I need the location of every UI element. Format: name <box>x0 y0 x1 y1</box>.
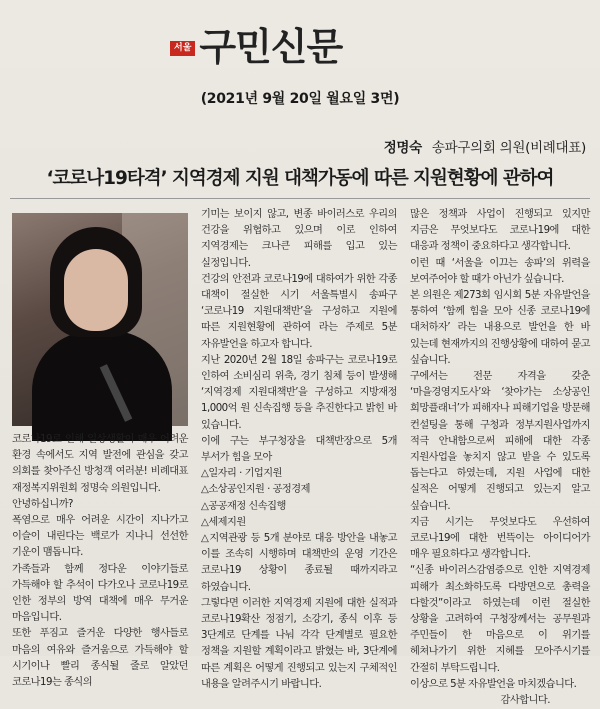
paragraph: 본 의원은 제273회 임시회 5분 자유발언을 통하여 ‘함께 힘을 모아 신종 코로나19에 대처하자’ 라는 내용으로 발언을 한 바 있는데 현재까지의 진행상황에 대하여 묻고 싶습니다. <box>410 290 590 366</box>
paragraph: 많은 정책과 사업이 진행되고 있지만 지금은 무엇보다도 코로나19에 대한 대응과 정책이 중요하다고 생각합니다. <box>410 209 590 253</box>
paragraph: 지난 2020년 2월 18일 송파구는 코로나19로 인하여 소비심리 위축, 경기 침체 등이 발생해 ‘지역경제 지원대책반’을 구성하고 지방재정 1,000억 원 신속집행 등을 추진한다고 밝힌 바 있습니다. <box>201 354 397 431</box>
author-role: 송파구의회 의원(비례대표) <box>431 140 586 156</box>
paragraph: 구에서는 전문 자격을 갖춘 ‘마을경영지도사’와 ‘찾아가는 소상공인 희망플래너’가 피해자나 피해기업을 방문해 컨설팅을 통해 구청과 정부지원사업까지 적극 안내함으로써 피해에 대한 각종 지원사업을 놓치지 않고 받을 수 있도록 돕는다고 하였는데, 지원 사업에 대한 실적은 어떻게 진행되고 있는지 알고 싶습니다. <box>410 371 590 512</box>
paragraph: 건강의 안전과 코로나19에 대하여가 위한 각종 대책이 절실한 시기 서울특별시 송파구 ‘코로나19 지원대책반’을 구성하고 지원에 따른 지원현황에 관하여 라는 주제로 5분 자유발언을 하고자 합니다. <box>201 273 397 350</box>
article-headline: ‘코로나19타격’ 지역경제 지원 대책가동에 따른 지원현황에 관하여 <box>46 168 554 189</box>
newspaper-logo: 구민신문 <box>199 23 343 69</box>
paragraph: 안녕하십니까? <box>12 498 73 510</box>
headline-divider <box>10 198 590 199</box>
author-name: 정명숙 <box>383 140 422 156</box>
publication-date: (2021년 9월 20일 월요일 3면) <box>200 91 400 107</box>
paragraph: 또한 푸짐고 즐거운 다양한 행사들로 마음의 여유와 즐거움으로 가득해야 할 시기이나 빨리 종식될 줄로 알았던 코로나19는 종식의 <box>12 628 188 689</box>
article-column-3 <box>410 207 590 707</box>
paragraph: 이에 구는 부구청장을 대책반장으로 5개 부서가 힘을 모아 <box>201 435 397 464</box>
list-item: △일자리 · 기업지원 <box>201 468 282 480</box>
author-photo <box>12 213 188 426</box>
list-item: △소상공인지원 · 공정경제 <box>201 484 310 496</box>
paragraph: 그렇다면 이러한 지역경제 지원에 대한 실적과 코로나19확산 정점기, 소강기, 종식 이후 등 3단계로 단계를 나눠 각각 단계별로 필요한 정책을 지원할 계획이라고 밝혔는 바, 3단계에 따른 계획은 어떻게 진행되고 있는지 구체적인 내용을 알려주시기 바랍니다. <box>201 597 397 690</box>
region-badge: 서울 <box>170 41 195 56</box>
closing-remark: 감사합니다. <box>500 695 550 707</box>
paragraph: 코로나19로 인해 일상생활이 매우 어려운 환경 속에서도 지역 발전에 관심을 갖고 의회를 찾아주신 방청객 여러분! 비례대표 재정복지위원회 정명숙 의원입니다. <box>12 434 188 494</box>
paragraph: 기미는 보이지 않고, 변종 바이러스로 우리의 건강을 위협하고 있으며 이로 인하여 지역경제는 크나큰 피해를 입고 있는 실정입니다. <box>201 209 397 269</box>
article-column-2 <box>201 207 397 690</box>
list-item: △세제지원 <box>201 516 246 528</box>
byline <box>384 136 586 156</box>
paragraph: 이상으로 5분 자유발언을 마치겠습니다. <box>410 678 577 690</box>
article-column-1 <box>12 432 188 689</box>
paragraph: 지금 시기는 무엇보다도 우선하여 코로나19에 대한 번뜩이는 아이디어가 매우 필요하다고 생각합니다. <box>410 516 590 561</box>
list-item: △지역관광 등 5개 분야로 대응 방안을 내놓고 이를 조속히 시행하며 대책반의 운영 기간은 코로나19 상황이 종료될 때까지라고 하였습니다. <box>201 533 397 593</box>
paragraph: 폭염으로 매우 어려운 시간이 지나가고 이슬이 내린다는 백로가 지나니 선선한 기운이 맴돕니다. <box>12 515 188 559</box>
paragraph: 가족들과 함께 정다운 이야기들로 가득해야 할 추석이 다가오나 코로나19로 인한 정부의 방역 대책에 매우 무거운 마음입니다. <box>12 563 188 624</box>
paragraph: “신종 바이러스감염증으로 인한 지역경제 피해가 최소화하도록 다방면으로 총력을 다할것”이라고 하였는데 이런 절실한 상황을 고려하여 구청장께서는 공무원과 주민들이 한 마음으로 이 위기를 헤쳐나가기 위한 지혜를 모아주시기를 간절히 부탁드립니다. <box>410 565 590 674</box>
masthead <box>170 18 342 68</box>
list-item: △공공재정 신속집행 <box>201 500 286 512</box>
paragraph: 이런 때 ‘서울을 이끄는 송파’의 위력을 보여주어야 할 때가 아닌가 싶습니다. <box>410 257 590 285</box>
